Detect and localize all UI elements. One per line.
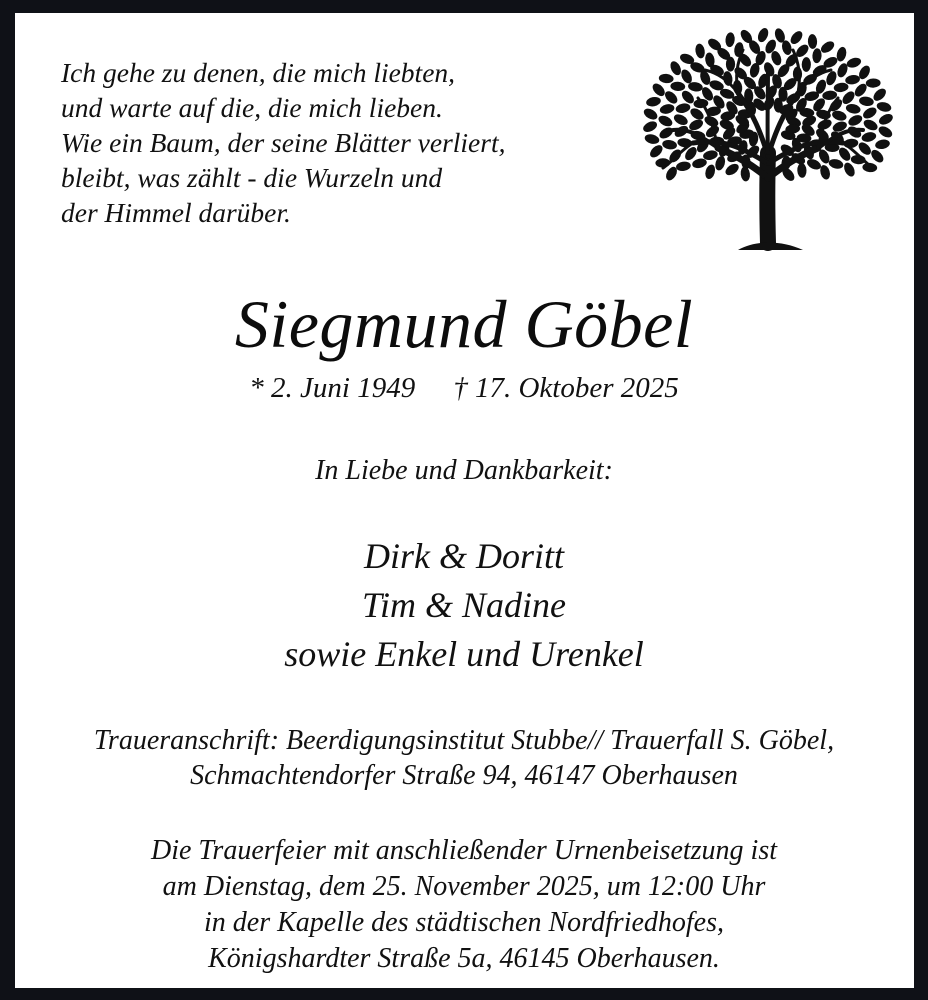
tree-leaf bbox=[694, 43, 706, 59]
tree-leaf bbox=[657, 125, 674, 141]
tree-leaf bbox=[688, 106, 705, 122]
tree-leaf bbox=[788, 29, 804, 46]
address-line: Traueranschrift: Beerdigungsinstitut Stubbe// Trauerfall S. Göbel, bbox=[93, 725, 835, 756]
tree-leaf bbox=[876, 101, 893, 114]
tree-leaf bbox=[866, 78, 881, 88]
tree-leaf bbox=[802, 57, 811, 72]
tree-leaf bbox=[812, 48, 822, 63]
birth-date: * 2. Juni 1949 bbox=[249, 372, 416, 404]
tree-leaf bbox=[725, 32, 736, 48]
tree-leaf bbox=[808, 34, 818, 49]
tree-leaf bbox=[805, 157, 822, 172]
tree-leaf bbox=[845, 74, 861, 85]
tree-leaf bbox=[756, 28, 770, 44]
tree-leaf bbox=[650, 81, 667, 98]
poem-line: bleibt, was zählt - die Wurzeln und bbox=[61, 162, 443, 193]
thanks-line: In Liebe und Dankbarkeit: bbox=[315, 455, 613, 486]
deceased-name: Siegmund Göbel bbox=[234, 286, 694, 362]
tree-leaf bbox=[842, 161, 857, 178]
tree-leaf bbox=[874, 138, 890, 150]
tree-leaf bbox=[675, 161, 691, 172]
mourner: Dirk & Doritt bbox=[363, 536, 564, 576]
tree-leaf bbox=[668, 60, 683, 77]
tree-ground bbox=[738, 243, 803, 251]
tree-leaf bbox=[877, 124, 893, 140]
tree-leaf bbox=[657, 114, 674, 129]
tree-leaf bbox=[704, 163, 717, 180]
funeral-service-info bbox=[0, 833, 928, 977]
tree-leaf bbox=[723, 161, 740, 177]
poem-line: Wie ein Baum, der seine Blätter verliert, bbox=[61, 127, 506, 158]
tree-leaf bbox=[645, 96, 661, 108]
poem-line: Ich gehe zu denen, die mich liebten, bbox=[61, 57, 456, 88]
tree-trunk bbox=[663, 50, 873, 243]
tree-leaf bbox=[662, 139, 678, 150]
tree-leaf bbox=[877, 112, 893, 127]
tree-leaf bbox=[644, 133, 661, 146]
tree-leaf bbox=[861, 105, 878, 121]
service-line: in der Kapelle des städtischen Nordfriedhofes, bbox=[203, 907, 725, 938]
tree-leaf bbox=[672, 112, 689, 127]
tree-leaf bbox=[847, 113, 864, 128]
tree-leaf bbox=[659, 103, 676, 116]
tree-leaf bbox=[675, 102, 691, 114]
tree-leaf bbox=[677, 137, 693, 148]
tree-leaf bbox=[871, 86, 888, 103]
tree-leaf bbox=[797, 163, 807, 178]
tree-leaf bbox=[828, 158, 845, 171]
tree-leaf bbox=[819, 39, 836, 55]
tree-leaf bbox=[858, 96, 874, 107]
tree-leaf bbox=[869, 148, 886, 165]
tree-leaf bbox=[845, 103, 861, 115]
mourner: sowie Enkel und Urenkel bbox=[284, 634, 644, 674]
service-line: Königshardter Straße 5a, 46145 Oberhausen. bbox=[208, 943, 720, 974]
life-dates bbox=[0, 370, 928, 406]
address-line: Schmachtendorfer Straße 94, 46147 Oberhausen bbox=[190, 760, 738, 791]
tree-leaf bbox=[833, 82, 849, 93]
mourning-address bbox=[0, 723, 928, 793]
tree-leaf bbox=[670, 81, 685, 91]
mourner: Tim & Nadine bbox=[361, 585, 567, 625]
tree-leaf bbox=[643, 106, 659, 122]
poem bbox=[61, 55, 505, 230]
mourners-list bbox=[0, 532, 928, 679]
service-line: Die Trauerfeier mit anschließender Urnenbeisetzung ist bbox=[150, 835, 778, 866]
tree-leaf bbox=[643, 119, 659, 134]
tree-of-life-icon bbox=[643, 28, 893, 258]
tree-leaf bbox=[861, 131, 878, 144]
service-line: am Dienstag, dem 25. November 2025, um 12:00 Uhr bbox=[162, 871, 766, 902]
tree-leaf bbox=[648, 143, 665, 160]
poem-line: und warte auf die, die mich lieben. bbox=[61, 92, 443, 123]
tree-leaf bbox=[663, 89, 680, 106]
poem-line: der Himmel darüber. bbox=[61, 197, 291, 228]
tree-leaf bbox=[658, 73, 674, 83]
tree-leaf bbox=[845, 56, 862, 69]
death-date: † 17. Oktober 2025 bbox=[453, 372, 679, 404]
